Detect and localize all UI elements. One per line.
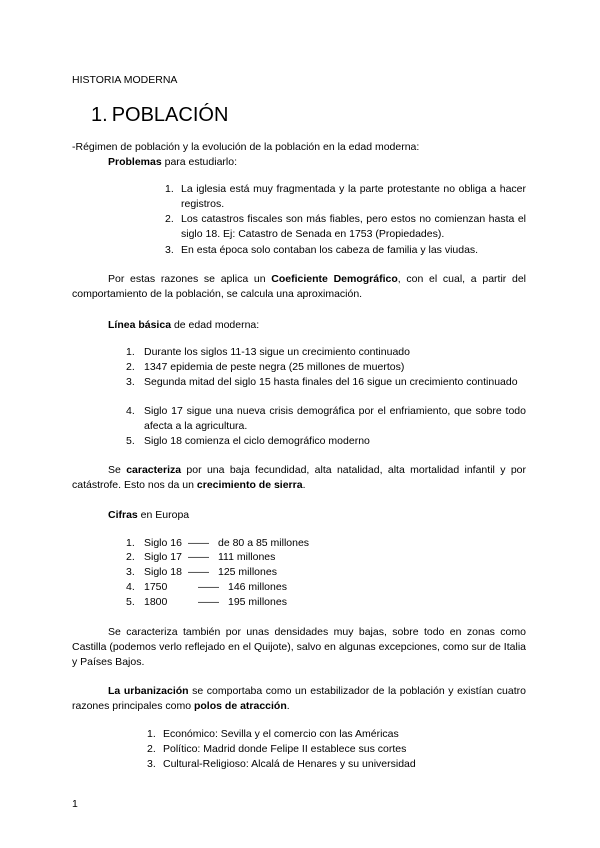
list-item-text: Político: Madrid donde Felipe II establece sus cortes [163, 743, 407, 755]
cifras-dash: —— [198, 596, 219, 608]
coef-paragraph [72, 272, 526, 302]
list-number: 4 . [126, 580, 135, 595]
problems-rest: para estudiarlo: [161, 156, 237, 168]
cifras-value: 195 millones [228, 596, 287, 608]
coef-bold: Coeficiente Demográfico [271, 273, 398, 285]
polos-bold: polos de atracción [193, 700, 287, 712]
list-item-text: Económico: Sevilla y el comercio con las Américas [163, 728, 399, 740]
list-item-text: Siglo 17 sigue una nueva crisis demográfica por el enfriamiento, que sobre todo afecta a la agricultura. [144, 405, 526, 432]
list-number: 5 . [126, 595, 135, 610]
list-number: 1 . [165, 182, 174, 197]
section-number: 1. [91, 104, 108, 126]
list-number: 3 . [126, 565, 135, 580]
list-item-text: Segunda mitad del siglo 15 hasta finales del 16 sigue un crecimiento continuado [144, 376, 518, 388]
list-number: 3 . [126, 375, 135, 390]
list-number: 2 . [165, 212, 174, 227]
linea-rest: de edad moderna: [171, 319, 260, 331]
cifras-label-text: Siglo 17 [144, 551, 182, 563]
list-number: 1 . [126, 345, 135, 360]
list-number: 1 . [147, 727, 156, 742]
list-item-text: 1347 epidemia de peste negra (25 millones de muertos) [144, 361, 405, 373]
list-number: 1 . [126, 536, 135, 551]
list-number: 4 . [126, 404, 135, 419]
caracteriza-pre: Se [108, 464, 127, 476]
cifras-label-text: 1800 [144, 596, 168, 608]
page-number: 1 [72, 798, 78, 810]
cifras-label [108, 508, 189, 522]
course-header: HISTORIA MODERNA [72, 74, 178, 86]
coef-post: , con el cual, a partir del comportamiento de la población, se calcula una aproximación. [72, 273, 527, 300]
list-number: 3 . [165, 243, 174, 258]
problems-bold: Problemas [108, 156, 162, 168]
linea-label [108, 318, 259, 332]
cifras-bold: Cifras [108, 509, 138, 521]
urbanizacion-paragraph [72, 684, 526, 714]
list-item-text: La iglesia está muy fragmentada y la parte protestante no obliga a hacer registros. [181, 183, 526, 210]
list-number: 5 . [126, 434, 135, 449]
coef-pre: Por estas razones se aplica un [108, 273, 272, 285]
caracteriza-post: . [302, 479, 306, 491]
cifras-label-text: 1750 [144, 581, 168, 593]
list-number: 2 . [126, 360, 135, 375]
densidades-paragraph: Se caracteriza también por unas densidades muy bajas, sobre todo en zonas como Castilla (podemos verlo reflejado en el Quijote), salvo en algunas excepciones, como sur de Italia y Países Bajos. [72, 626, 526, 668]
caracteriza-bold: caracteriza [126, 464, 182, 476]
caracteriza-mid: por una baja fecundidad, alta natalidad, alta mortalidad infantil y por catástrofe. Esto nos da un [72, 464, 526, 491]
list-item-text: En esta época solo contaban los cabeza de familia y las viudas. [181, 244, 479, 256]
cifras-dash: —— [188, 537, 209, 549]
list-item-text: Los catastros fiscales son más fiables, pero estos no comienzan hasta el siglo 18. Ej: Catastro de Senada en 1753 (Propiedades). [181, 213, 526, 240]
cifras-dash: —— [188, 566, 209, 578]
urbanizacion-post: . [286, 700, 290, 712]
intro-text: -Régimen de población y la evolución de la población en la edad moderna: [72, 141, 420, 153]
cifras-rest: en Europa [137, 509, 190, 521]
cifras-label-text: Siglo 18 [144, 566, 182, 578]
list-item-text: Cultural-Religioso: Alcalá de Henares y su universidad [163, 758, 416, 770]
sierra-bold: crecimiento de sierra [196, 479, 303, 491]
list-number: 3 . [147, 757, 156, 772]
urbanizacion-bold: La urbanización [108, 685, 189, 697]
cifras-value: de 80 a 85 millones [218, 537, 310, 549]
section-heading: POBLACIÓN [111, 104, 229, 126]
cifras-value: 125 millones [218, 566, 277, 578]
section-title [91, 103, 228, 127]
cifras-value: 146 millones [228, 581, 287, 593]
cifras-value: 111 millones [218, 551, 276, 563]
problems-label [108, 155, 237, 169]
cifras-label-text: Siglo 16 [144, 537, 182, 549]
list-item-text: Durante los siglos 11-13 sigue un crecimiento continuado [144, 346, 410, 358]
cifras-dash: —— [188, 551, 209, 563]
urbanizacion-mid: se comportaba como un estabilizador de la población y existían cuatro razones principales como [72, 685, 526, 712]
caracteriza-paragraph [72, 463, 526, 493]
list-number: 2 . [147, 742, 156, 757]
cifras-dash: —— [198, 581, 219, 593]
linea-bold: Línea básica [108, 319, 172, 331]
list-item-text: Siglo 18 comienza el ciclo demográfico moderno [144, 435, 370, 447]
list-number: 2 . [126, 550, 135, 565]
